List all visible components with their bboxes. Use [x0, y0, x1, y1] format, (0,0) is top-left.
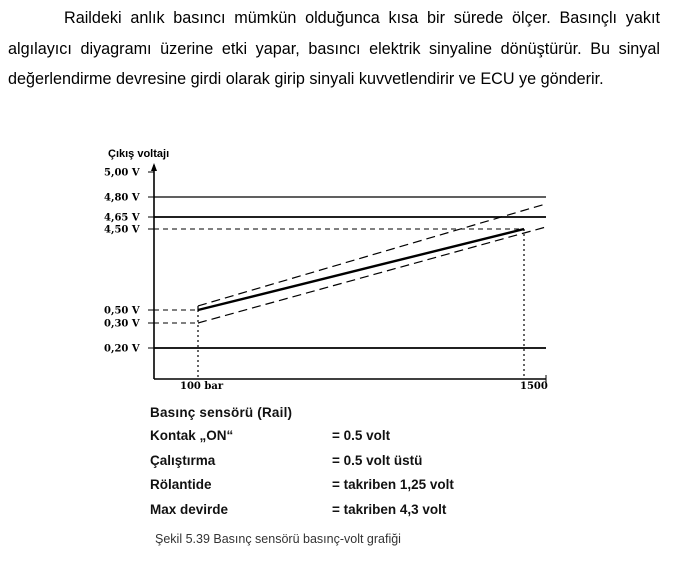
legend-value: = 0.5 volt	[332, 428, 391, 443]
legend-row-calistirma	[150, 449, 423, 474]
series-line-lower-tolerance	[198, 227, 546, 323]
legend-value: = takriben 1,25 volt	[332, 477, 454, 492]
legend-row-rolanti	[150, 473, 454, 498]
legend-value: = takriben 4,3 volt	[332, 501, 447, 517]
legend-key: Kontak „ON“	[150, 428, 234, 443]
legend-title: Basınç sensörü (Rail)	[150, 405, 293, 420]
y-tick-label: 4,80 V	[104, 192, 140, 204]
y-tick-label: 5,00 V	[104, 167, 140, 179]
y-axis-label: Çıkış voltajı	[108, 148, 170, 160]
y-tick-label: 4,65 V	[104, 212, 140, 224]
series-line-upper-tolerance	[198, 204, 546, 306]
pressure-voltage-chart	[100, 143, 560, 393]
x-tick-label: 100 bar	[180, 381, 224, 392]
body-paragraph: Raildeki anlık basıncı mümkün olduğunca kısa bir sürede ölçer. Basınçlı yakıt algılayıcı diyagramı üzerine etki yapar, basıncı elektrik sinyaline dönüştürür. Bu sinyal değerlendirme devresine girdi olarak girip sinyali kuvvetlendirir ve ECU ye gönderir.	[8, 9, 660, 88]
y-tick-label: 0,20 V	[104, 343, 140, 355]
sensor-legend	[150, 402, 454, 522]
legend-key: Çalıştırma	[150, 452, 216, 468]
y-tick-label: 0,30 V	[104, 318, 140, 330]
legend-value: = 0.5 volt üstü	[332, 452, 423, 468]
series-line-nominal	[198, 229, 524, 310]
y-axis-arrow	[151, 163, 157, 171]
legend-key: Rölantide	[150, 477, 212, 492]
legend-key: Max devirde	[150, 501, 229, 517]
x-tick-label: 1500	[520, 381, 548, 392]
y-tick-label: 4,50 V	[104, 224, 140, 236]
figure-caption: Şekil 5.39 Basınç sensörü basınç-volt grafiği	[155, 532, 401, 546]
y-tick-label: 0,50 V	[104, 305, 140, 317]
legend-row-max	[150, 498, 447, 523]
legend-row-kontak	[150, 424, 391, 449]
